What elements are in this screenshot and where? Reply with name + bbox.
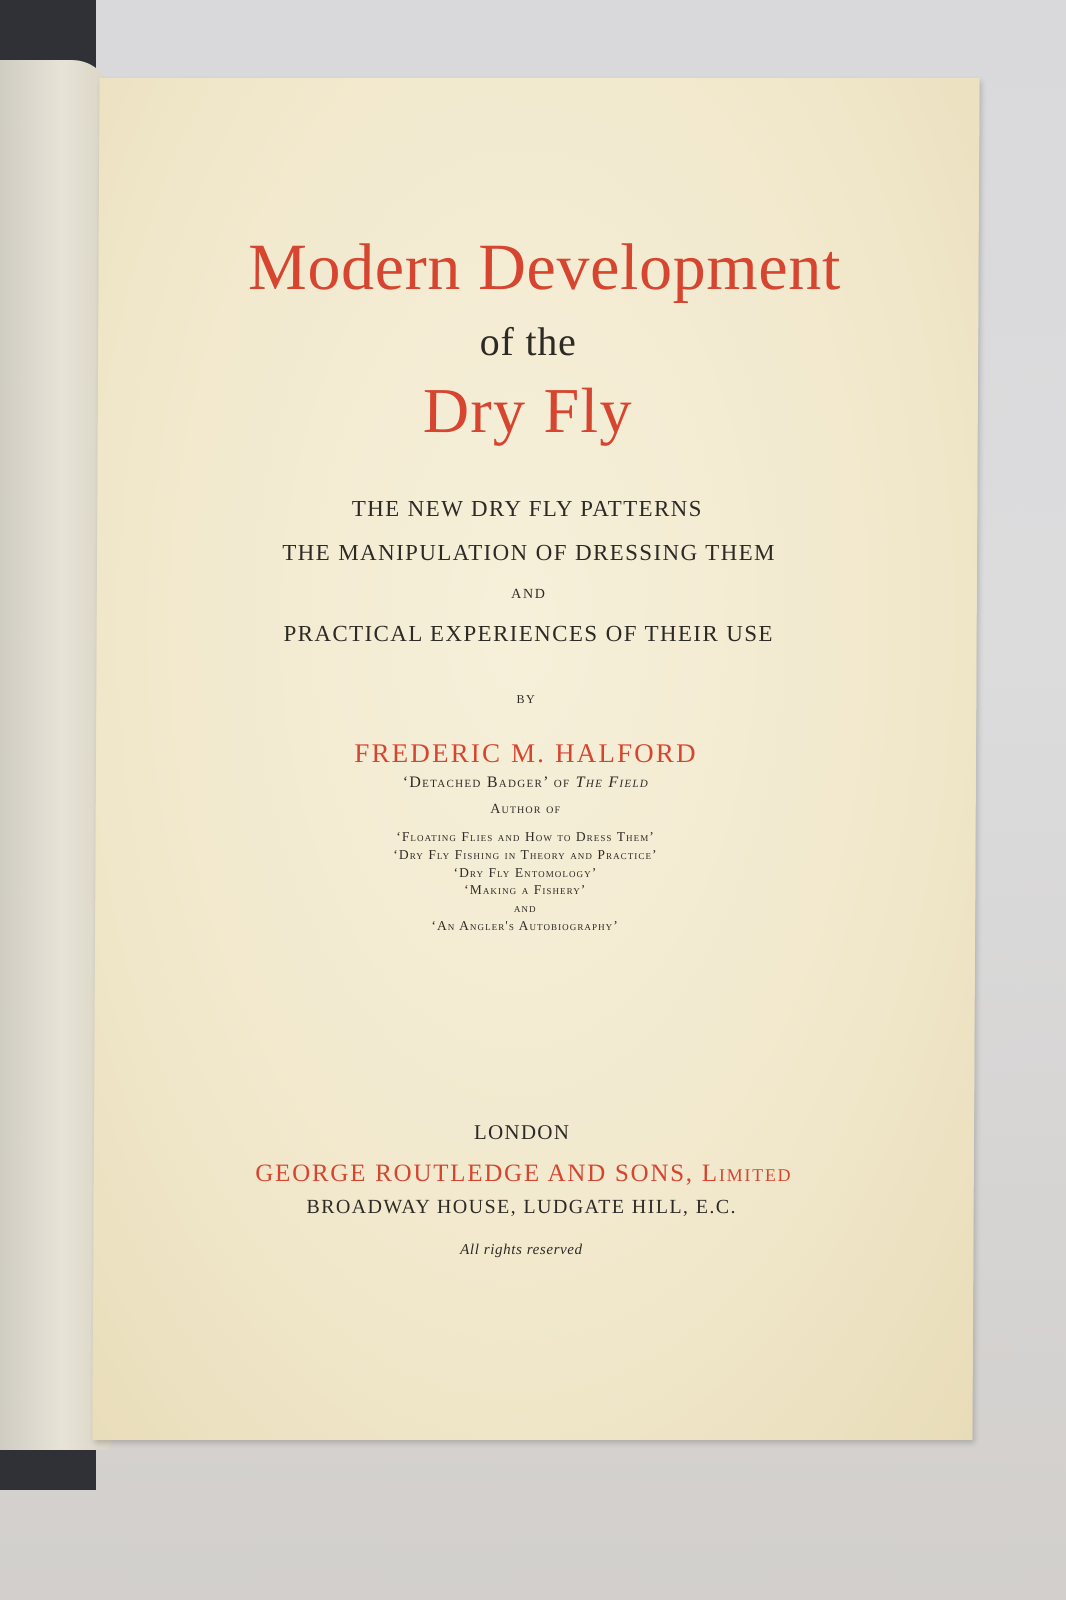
- publisher: [84, 1160, 964, 1188]
- title-page-content: [92, 78, 979, 1440]
- work-item: ‘An Angler's Autobiography’: [431, 917, 619, 933]
- author-of-label: Author of: [490, 802, 562, 817]
- works-list: [85, 828, 966, 935]
- title-page: [92, 78, 979, 1440]
- work-item: ‘Floating Flies and How to Dress Them’: [396, 829, 655, 844]
- publisher-address: BROADWAY HOUSE, LUDGATE HILL, E.C.: [306, 1196, 737, 1218]
- author-pseudonym: [86, 774, 966, 792]
- pseudonym-prefix: ‘Detached Badger’ of: [402, 774, 576, 791]
- subtitle-line-2: THE MANIPULATION OF DRESSING THEM: [282, 540, 776, 565]
- subtitle-and: AND: [511, 587, 547, 602]
- publication-place: LONDON: [473, 1120, 571, 1144]
- work-item: ‘Dry Fly Fishing in Theory and Practice’: [393, 846, 658, 862]
- title-line-2: of the: [479, 319, 577, 364]
- work-item: ‘Dry Fly Entomology’: [453, 864, 598, 880]
- author-name: FREDERIC M. HALFORD: [354, 738, 698, 768]
- title-line-3: Dry Fly: [422, 375, 633, 446]
- pseudonym-publication: The Field: [575, 774, 650, 791]
- work-item: ‘Making a Fishery’: [464, 882, 587, 898]
- subtitle-line-1: THE NEW DRY FLY PATTERNS: [351, 496, 703, 521]
- publisher-name: GEORGE ROUTLEDGE AND SONS,: [255, 1160, 694, 1187]
- subtitle-line-3: PRACTICAL EXPERIENCES OF THEIR USE: [283, 621, 774, 646]
- rights-notice: All rights reserved: [460, 1242, 583, 1258]
- title-line-1: Modern Development: [247, 231, 842, 304]
- publisher-suffix: Limited: [701, 1160, 793, 1187]
- work-and: and: [513, 900, 537, 916]
- by-label: BY: [516, 692, 537, 706]
